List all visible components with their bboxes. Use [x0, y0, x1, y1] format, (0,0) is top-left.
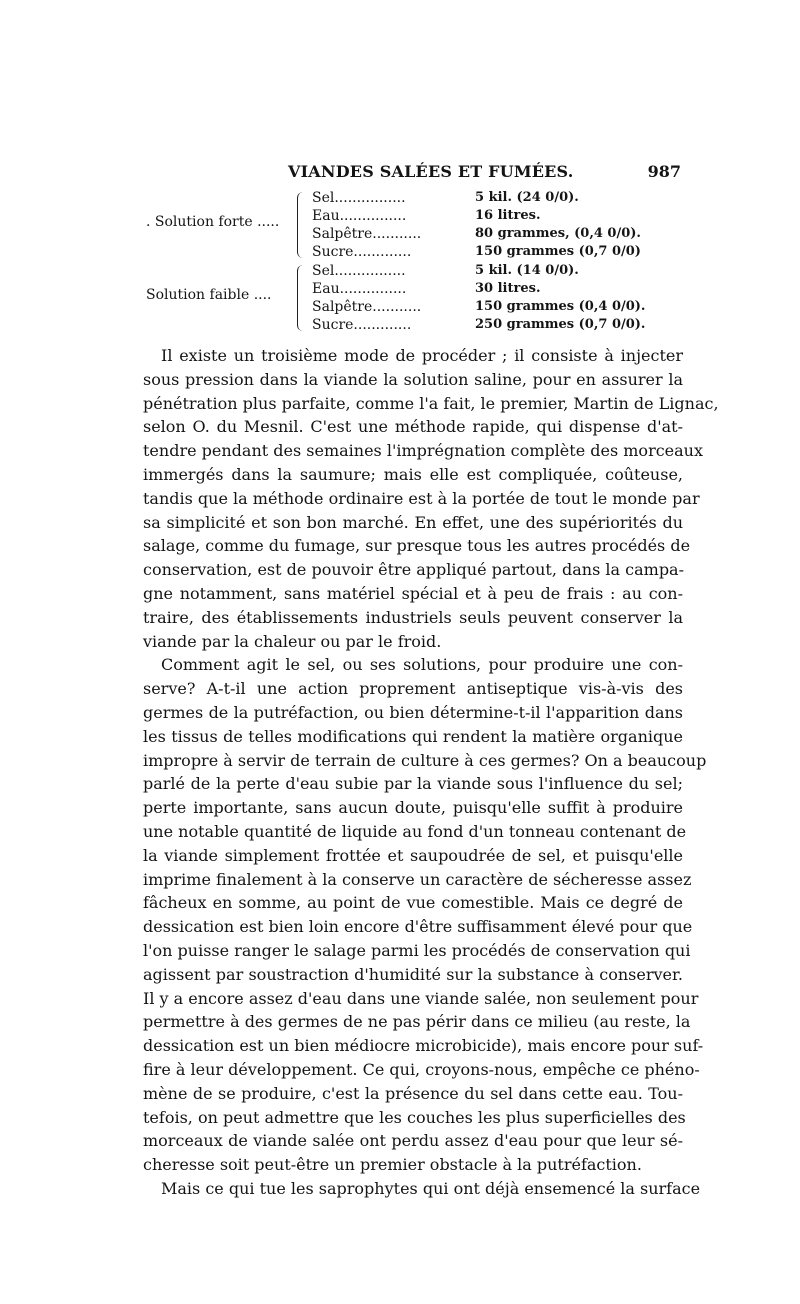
- ingredient-name: Sucre.............: [312, 317, 412, 333]
- text-line: dessication est bien loin encore d'être suffisamment élevé pour que: [143, 917, 693, 937]
- ingredient-name: Sel................: [312, 263, 406, 279]
- paragraph: [143, 344, 719, 653]
- ingredient-qty: 150 grammes (0,4 0/0).: [475, 299, 646, 314]
- text-line: la viande simplement frottée et saupoudrée de sel, et puisqu'elle: [143, 845, 683, 865]
- ingredient-name: Sucre.............: [312, 244, 412, 260]
- text-line: parlé de la perte d'eau subie par la viande sous l'influence du sel;: [143, 774, 683, 794]
- ingredient-name: Salpêtre...........: [312, 226, 422, 242]
- brace-icon: [297, 265, 306, 331]
- text-line: sa simplicité et son bon marché. En effet, une des supériorités du: [143, 512, 683, 532]
- ingredient-qty: 150 grammes (0,7 0/0): [475, 244, 641, 259]
- ingredient-name: Eau...............: [312, 281, 407, 297]
- text-line: Il y a encore assez d'eau dans une viande salée, non seulement pour: [143, 988, 699, 1008]
- recipe-row: [312, 281, 682, 298]
- text-line: l'on puisse ranger le salage parmi les procédés de conservation qui: [143, 940, 691, 960]
- recipe-strong: [142, 190, 682, 262]
- text-line: tefois, on peut admettre que les couches les plus superficielles des: [143, 1107, 686, 1127]
- text-line: pénétration plus parfaite, comme l'a fait, le premier, Martin de Lignac,: [143, 393, 719, 413]
- text-line: imprime finalement à la conserve un caractère de sécheresse assez: [143, 869, 692, 889]
- text-line: dessication est un bien médiocre microbicide), mais encore pour suf-: [143, 1036, 704, 1056]
- text-line: immergés dans la saumure; mais elle est compliquée, coûteuse,: [143, 464, 683, 484]
- body-text: [143, 344, 719, 1201]
- text-line: Mais ce qui tue les saprophytes qui ont déjà ensemencé la surface: [161, 1178, 701, 1198]
- paragraph: [143, 1177, 701, 1201]
- recipe-row: [312, 244, 682, 261]
- text-line: perte importante, sans aucun doute, puisqu'elle suffit à produire: [143, 798, 683, 818]
- text-line: mène de se produire, c'est la présence du sel dans cette eau. Tou-: [143, 1083, 683, 1103]
- text-line: serve? A-t-il une action proprement antiseptique vis-à-vis des: [143, 679, 683, 699]
- recipe-row: [312, 263, 682, 280]
- text-line: tandis que la méthode ordinaire est à la portée de tout le monde par: [143, 488, 700, 508]
- text-line: agissent par soustraction d'humidité sur la substance à conserver.: [143, 964, 683, 984]
- ingredient-qty: 5 kil. (24 0/0).: [475, 190, 579, 205]
- text-line: fâcheux en somme, au point de vue comestible. Mais ce degré de: [143, 893, 683, 913]
- ingredient-qty: 16 litres.: [475, 208, 541, 223]
- text-line: viande par la chaleur ou par le froid.: [143, 631, 442, 651]
- text-line: sous pression dans la viande la solution saline, pour en assurer la: [143, 369, 683, 389]
- recipe-label: Solution faible ....: [146, 287, 272, 303]
- recipe-row: [312, 208, 682, 225]
- text-line: morceaux de viande salée ont perdu assez d'eau pour que leur sé-: [143, 1131, 683, 1151]
- recipe-row: [312, 317, 682, 334]
- ingredient-name: Sel................: [312, 190, 406, 206]
- ingredient-name: Eau...............: [312, 208, 407, 224]
- text-line: tendre pendant des semaines l'imprégnation complète des morceaux: [143, 441, 704, 461]
- text-line: selon O. du Mesnil. C'est une méthode rapide, qui dispense d'at-: [143, 417, 683, 437]
- text-line: traire, des établissements industriels seuls peuvent conserver la: [143, 607, 683, 627]
- text-line: une notable quantité de liquide au fond d'un tonneau contenant de: [143, 821, 687, 841]
- ingredient-qty: 250 grammes (0,7 0/0).: [475, 317, 646, 332]
- text-line: fire à leur développement. Ce qui, croyons-nous, empêche ce phéno-: [143, 1059, 700, 1079]
- text-line: impropre à servir de terrain de culture à ces germes? On a beaucoup: [143, 750, 707, 770]
- recipe-row: [312, 190, 682, 207]
- brace-icon: [297, 192, 306, 258]
- ingredient-name: Salpêtre...........: [312, 299, 422, 315]
- recipe-weak: [142, 263, 682, 335]
- running-title: VIANDES SALÉES ET FUMÉES.: [288, 162, 574, 181]
- text-line: germes de la putréfaction, ou bien détermine-t-il l'apparition dans: [143, 702, 683, 722]
- text-line: cheresse soit peut-être un premier obstacle à la putréfaction.: [143, 1155, 642, 1175]
- recipe-label: . Solution forte .....: [146, 214, 280, 230]
- ingredient-qty: 5 kil. (14 0/0).: [475, 263, 579, 278]
- paragraph: [143, 653, 707, 1177]
- recipe-row: [312, 299, 682, 316]
- text-line: Il existe un troisième mode de procéder ; il consiste à injecter: [161, 346, 683, 365]
- ingredient-qty: 30 litres.: [475, 281, 541, 296]
- text-line: les tissus de telles modifications qui rendent la matière organique: [143, 726, 683, 746]
- page-number: 987: [647, 162, 681, 181]
- text-line: conservation, est de pouvoir être appliqué partout, dans la campa-: [143, 560, 684, 580]
- text-line: salage, comme du fumage, sur presque tous les autres procédés de: [143, 536, 691, 556]
- text-line: Comment agit le sel, ou ses solutions, pour produire une con-: [161, 655, 683, 675]
- recipe-row: [312, 226, 682, 243]
- running-header: [0, 162, 800, 188]
- ingredient-qty: 80 grammes, (0,4 0/0).: [475, 226, 641, 241]
- text-line: gne notamment, sans matériel spécial et à peu de frais : au con-: [143, 583, 683, 603]
- text-line: permettre à des germes de ne pas périr dans ce milieu (au reste, la: [143, 1012, 691, 1032]
